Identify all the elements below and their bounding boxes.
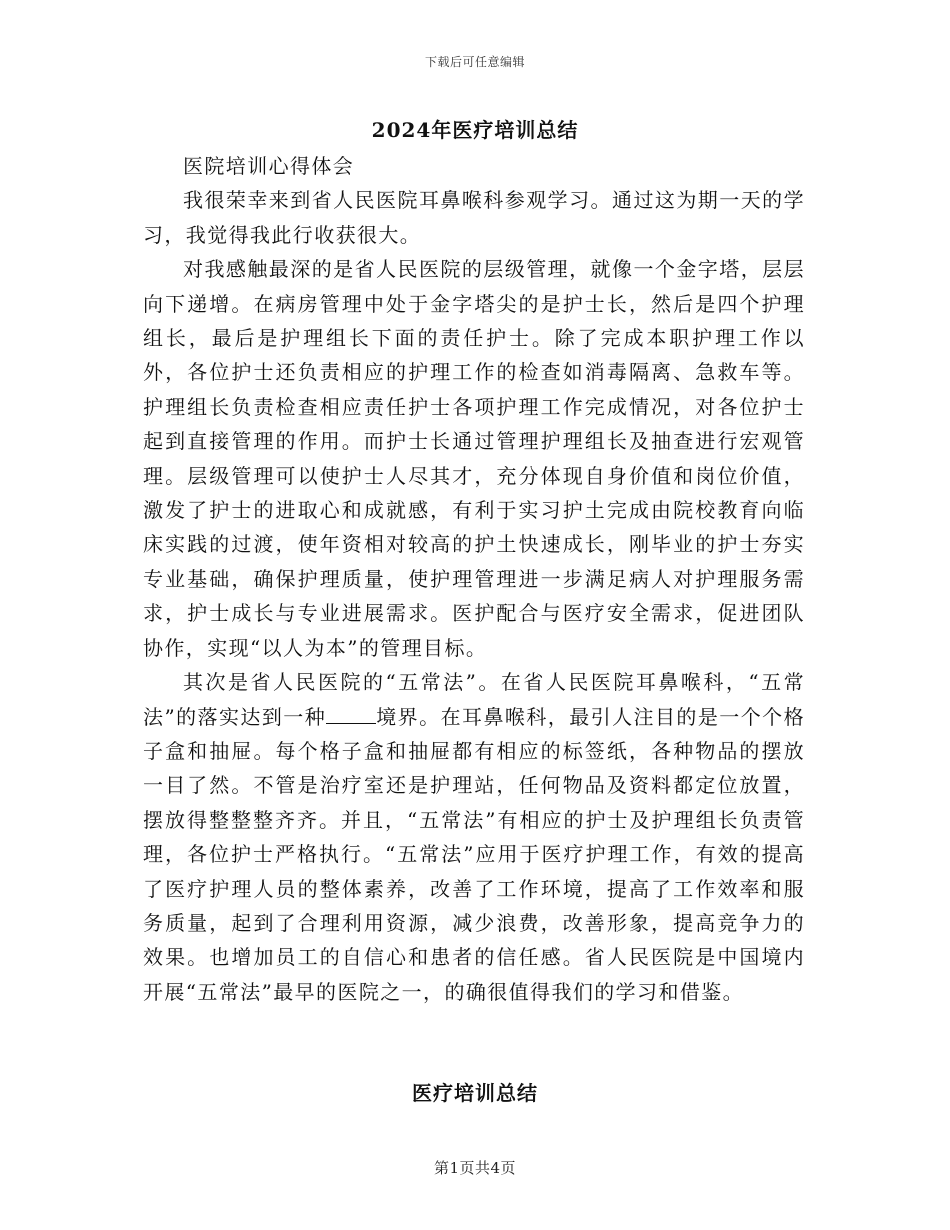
page-footer: 第1页共4页	[433, 1159, 517, 1177]
paragraph-subtitle: 医院培训心得体会	[183, 154, 355, 178]
document-title: 2024年医疗培训总结	[371, 118, 579, 142]
paragraph-five-constants-part-1: 其次是省人民医院的“五常法”。在省人民医院耳鼻喉科，“五常法”的落实达到一种	[143, 670, 805, 729]
paragraph-five-constants-part-2: 境界。在耳鼻喉科，最引人注目的是一个个格子盒和抽屉。每个格子盒和抽屉都有相应的标签纸，各种物品的摆放一目了然。不管是治疗室还是护理站，任何物品及资料都定位放置，摆放得整整整齐齐。并且，“五常法”有相应的护士及护理组长负责管理，各位护士严格执行。“五常法”应用于医疗护理工作，有效的提高了医疗护理人员的整体素养，改善了工作环境，提高了工作效率和服务质量，起到了合理利用资源，减少浪费，改善形象，提高竞争力的效果。也增加员工的自信心和患者的信任感。省人民医院是中国境内开展“五常法”最早的医院之一，的确很值得我们的学习和借鉴。	[143, 704, 806, 1004]
paragraph-hierarchy-management: 对我感触最深的是省人民医院的层级管理，就像一个金字塔，层层向下递增。在病房管理中处于金字塔尖的是护士长，然后是四个护理组长，最后是护理组长下面的责任护士。除了完成本职护理工作以外，各位护士还负责相应的护理工作的检查如消毒隔离、急救车等。护理组长负责检查相应责任护士各项护理工作完成情况，对各位护士起到直接管理的作用。而护士长通过管理护理组长及抽查进行宏观管理。层级管理可以使护士人尽其才，充分体现自身价值和岗位价值，激发了护士的进取心和成就感，有利于实习护土完成由院校教育向临床实践的过渡，使年资相对较高的护土快速成长，刚毕业的护士夯实专业基础，确保护理质量，使护理管理进一步满足病人对护理服务需求，护士成长与专业进展需求。医护配合与医疗安全需求，促进团队协作，实现“以人为本”的管理目标。	[143, 257, 805, 660]
paragraph-five-constants	[143, 665, 805, 1009]
document-body	[143, 149, 805, 1009]
section-title: 医疗培训总结	[412, 1081, 538, 1105]
fill-in-blank	[326, 705, 376, 724]
header-note: 下载后可任意编辑	[424, 55, 525, 69]
paragraph-intro: 我很荣幸来到省人民医院耳鼻喉科参观学习。通过这为期一天的学习，我觉得我此行收获很大。	[143, 188, 805, 247]
